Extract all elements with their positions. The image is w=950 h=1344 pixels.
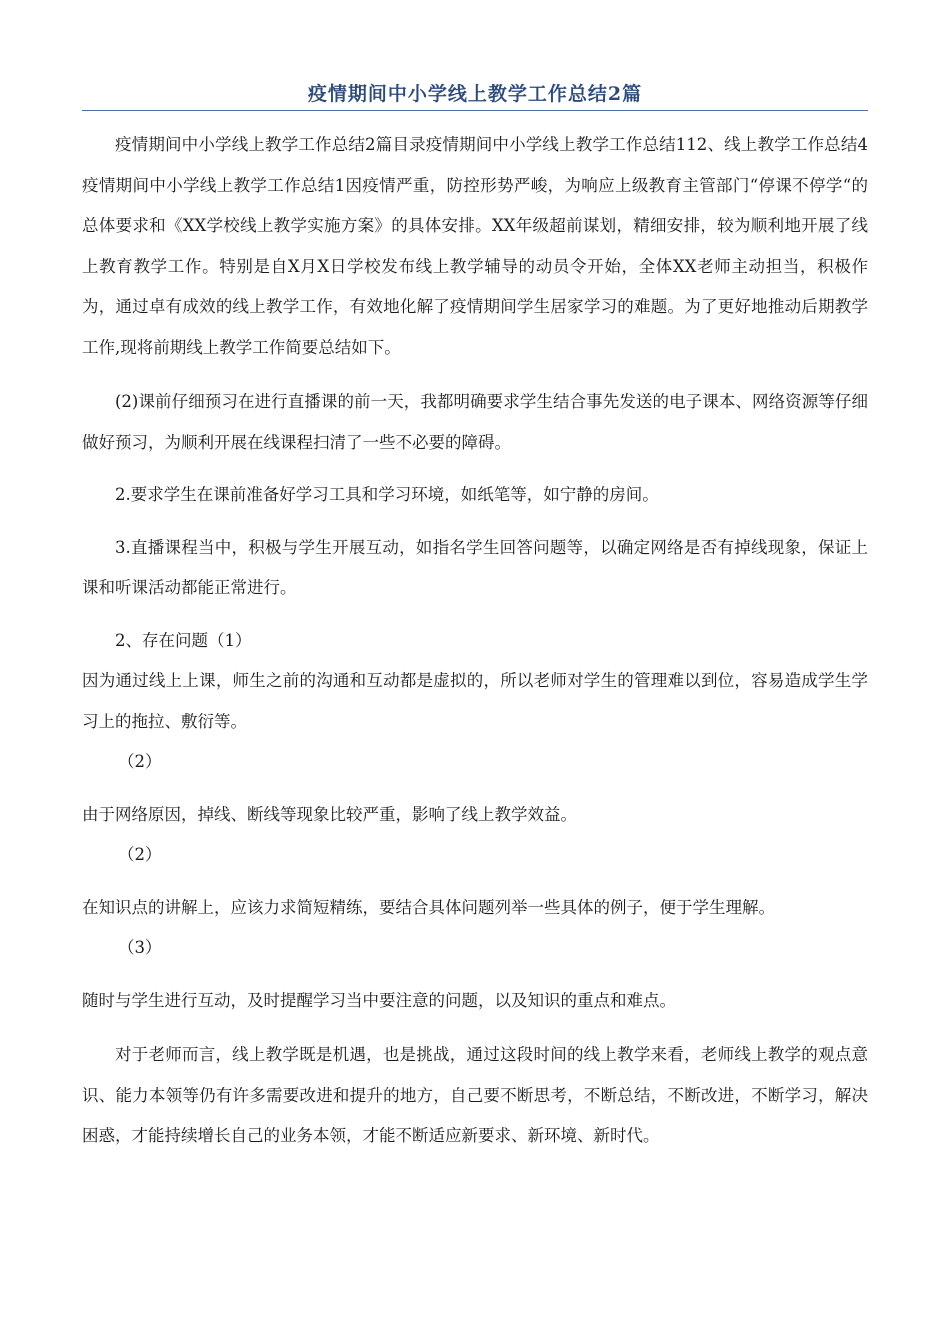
paragraph-problem-1: 因为通过线上上课，师生之前的沟通和互动都是虚拟的，所以老师对学生的管理难以到位，容易造成学生学习上的拖拉、敷衍等。: [82, 671, 868, 731]
paragraph-conclusion: 对于老师而言，线上教学既是机遇，也是挑战，通过这段时间的线上教学来看，老师线上教学的观点意识、能力本领等仍有许多需要改进和提升的地方，自己要不断思考，不断总结，不断改进，不断学习，解决困惑，才能持续增长自己的业务本领，才能不断适应新要求、新环境、新时代。: [82, 1045, 868, 1145]
list-number: （3）: [118, 938, 162, 957]
paragraph-improvement-3: 随时与学生进行互动，及时提醒学习当中要注意的问题，以及知识的重点和难点。: [82, 990, 676, 1010]
document-title: 疫情期间中小学线上教学工作总结2篇: [307, 83, 643, 105]
paragraph-problem-2: 由于网络原因，掉线、断线等现象比较严重，影响了线上教学效益。: [82, 804, 577, 824]
list-number: （2）: [118, 845, 162, 864]
document-page: [82, 80, 868, 1157]
paragraph-item-2: 2.要求学生在课前准备好学习工具和学习环境，如纸笔等，如宁静的房间。: [115, 485, 659, 504]
section-heading-problems: 2、存在问题（1）: [115, 630, 252, 650]
paragraph-item-3: 3.直播课程当中，积极与学生开展互动，如指名学生回答问题等，以确定网络是否有掉线现象，保证上课和听课活动都能正常进行。: [82, 537, 868, 597]
list-number: （2）: [118, 752, 162, 771]
title-divider: [82, 110, 868, 111]
paragraph-preview: (2)课前仔细预习在进行直播课的前一天，我都明确要求学生结合事先发送的电子课本、网络资源等仔细做好预习，为顺利开展在线课程扫清了一些不必要的障碍。: [82, 392, 868, 452]
paragraph-intro: 疫情期间中小学线上教学工作总结2篇目录疫情期间中小学线上教学工作总结112、线上教学工作总结4疫情期间中小学线上教学工作总结1因疫情严重，防控形势严峻，为响应上级教育主管部门“停课不停学“的总体要求和《XX学校线上教学实施方案》的具体安排。XX年级超前谋划，精细安排，较为顺利地开展了线上教育教学工作。特别是自X月X日学校发布线上教学辅导的动员令开始，全体XX老师主动担当，积极作为，通过卓有成效的线上教学工作，有效地化解了疫情期间学生居家学习的难题。为了更好地推动后期教学工作,现将前期线上教学工作简要总结如下。: [82, 135, 868, 357]
paragraph-improvement-2: 在知识点的讲解上，应该力求简短精练，要结合具体问题列举一些具体的例子，便于学生理解。: [82, 897, 775, 917]
